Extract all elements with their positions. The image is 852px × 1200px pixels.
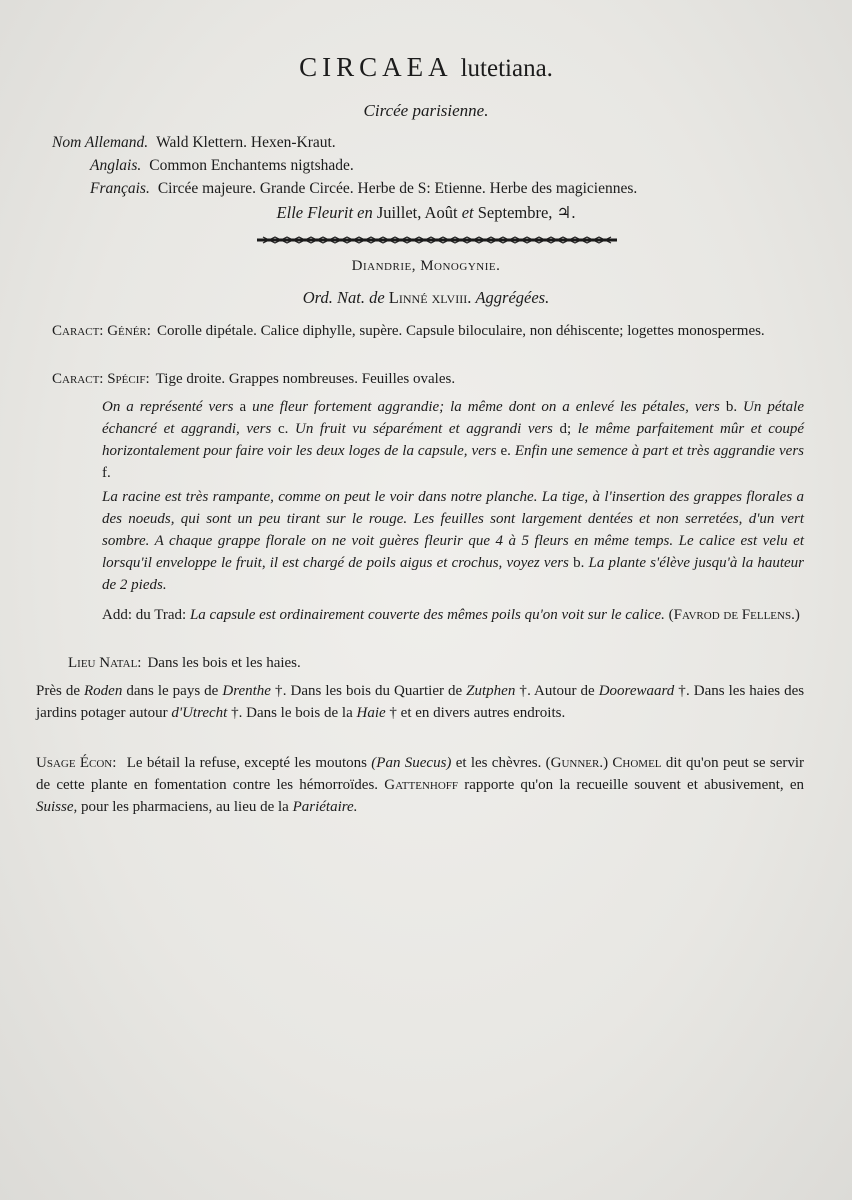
order-prefix: Ord. Nat. de — [302, 288, 385, 307]
section-head: Usage Écon: — [36, 755, 117, 771]
figure-letter: b. — [573, 555, 585, 571]
generic-characters — [52, 320, 804, 342]
locality-text: † et en divers autres endroits. — [389, 705, 566, 721]
usage-author: (Gunner.) Chomel — [545, 755, 662, 771]
figure-letter: c. — [277, 421, 289, 437]
usage-text: rapporte qu'on la recueille souvent et abusivement, en — [464, 777, 805, 793]
perennial-symbol: ♃. — [556, 203, 576, 222]
name-french — [52, 177, 637, 200]
common-names — [52, 131, 637, 200]
economic-use — [36, 752, 804, 818]
name-label: Nom Allemand. — [52, 134, 149, 151]
usage-text: et les chèvres. — [455, 755, 542, 771]
usage-author: Gattenhoff — [384, 777, 459, 793]
name-label: Français. — [90, 180, 150, 197]
name-english — [52, 154, 637, 177]
place-name: Roden — [84, 683, 123, 699]
locality-text: †. Autour de — [519, 683, 595, 699]
ornamental-divider — [257, 236, 617, 244]
usage-text: pour les pharmaciens, au lieu de la — [81, 799, 289, 815]
section-text: Corolle dipétale. Calice diphylle, supère. Capsule biloculaire, non déhiscente; logettes monospermes. — [156, 323, 765, 339]
figure-text: Enfin une semence à part et très aggrandie vers — [514, 443, 804, 459]
page-title — [0, 52, 852, 83]
flowering-text: Elle Fleurit en — [276, 203, 373, 222]
addendum-source: (Favrod de Fellens.) — [668, 607, 800, 623]
section-head: Lieu Natal: — [68, 655, 142, 671]
figure-references — [102, 396, 804, 484]
addendum-head: Add: du Trad: — [102, 607, 187, 623]
genus-name: CIRCAEA — [299, 52, 453, 82]
usage-italic: Suisse, — [36, 799, 78, 815]
native-habitat — [68, 652, 804, 674]
species-name: lutetiana. — [460, 55, 553, 82]
name-value: Wald Klettern. Hexen-Kraut. — [156, 134, 336, 151]
figure-text: le même parfaitement mûr et coupé horizontalement pour faire voir les deux loges de la capsule, vers — [102, 421, 805, 459]
specific-characters — [52, 368, 804, 390]
classification: Diandrie, Monogynie. — [351, 258, 501, 274]
flowering-line — [0, 203, 852, 223]
flowering-months: Septembre, — [477, 203, 553, 222]
locality-text: †. Dans le bois de la — [231, 705, 353, 721]
locality-text: dans le pays de — [126, 683, 219, 699]
section-head: Caract: Génér: — [52, 323, 151, 339]
figure-text: Un pétale échancré et aggrandi, vers — [102, 399, 804, 437]
order-family: Aggrégées. — [475, 288, 550, 307]
place-name: Zutphen — [466, 683, 516, 699]
figure-letter: e. — [500, 443, 511, 459]
localities — [36, 680, 804, 724]
locality-text: Près de — [36, 683, 80, 699]
usage-text: dit qu'on peut se servir de cette plante en fomentation contre les hémorroïdes. — [36, 755, 805, 793]
description-text: La plante s'élève jusqu'à la hauteur de 2 pieds. — [102, 555, 805, 593]
locality-text: †. Dans les haies des jardins potager autour — [36, 683, 805, 721]
figure-text: On a représenté vers — [102, 399, 234, 415]
place-name: Haie — [356, 705, 386, 721]
name-label: Anglais. — [90, 157, 142, 174]
figure-letter: d; — [559, 421, 572, 437]
page-subtitle: Circée parisienne. — [363, 101, 489, 120]
usage-text: Le bétail la refuse, excepté les moutons — [126, 755, 367, 771]
flowering-text: et — [461, 203, 474, 222]
section-head: Caract: Spécif: — [52, 371, 150, 387]
name-value: Circée majeure. Grande Circée. Herbe de S: Etienne. Herbe des magiciennes. — [157, 180, 638, 197]
plant-description — [102, 486, 804, 596]
addendum-text: La capsule est ordinairement couverte des mêmes poils qu'on voit sur le calice. — [189, 607, 665, 623]
usage-italic: (Pan Suecus) — [371, 755, 452, 771]
place-name: Doorewaard — [598, 683, 675, 699]
figure-text: Un fruit vu séparément et aggrandi vers — [294, 421, 553, 437]
usage-italic: Pariétaire. — [292, 799, 358, 815]
section-text: Tige droite. Grappes nombreuses. Feuilles ovales. — [155, 371, 456, 387]
flowering-months: Juillet, Août — [376, 203, 458, 222]
locality-text: †. Dans les bois du Quartier de — [274, 683, 463, 699]
figure-letter: f. — [102, 465, 111, 481]
name-german — [52, 131, 637, 154]
place-name: Drenthe — [222, 683, 271, 699]
section-text: Dans les bois et les haies. — [147, 655, 301, 671]
description-text: La racine est très rampante, comme on peut le voir dans notre planche. La tige, à l'insertion des grappes florales a des noeuds, qui sont un peu tirant sur le rouge. Les feuilles sont largement dentées et non serretées, d'un vert sombre. A chaque grappe florale on ne voit guères fleurir que 4 à 5 fleurs en même temps. Le calice est velu et lorsqu'il enveloppe le fruit, il est chargé de poils aigus et crochus, voyez vers — [102, 489, 804, 571]
translator-addendum — [102, 604, 804, 626]
name-value: Common Enchantems nigtshade. — [149, 157, 354, 174]
order-author: Linné xlviii. — [388, 288, 472, 307]
natural-order — [0, 288, 852, 308]
place-name: d'Utrecht — [171, 705, 228, 721]
figure-letter: a — [239, 399, 247, 415]
figure-text: une fleur fortement aggrandie; la même dont on a enlevé les pétales, vers — [252, 399, 720, 415]
figure-letter: b. — [725, 399, 738, 415]
